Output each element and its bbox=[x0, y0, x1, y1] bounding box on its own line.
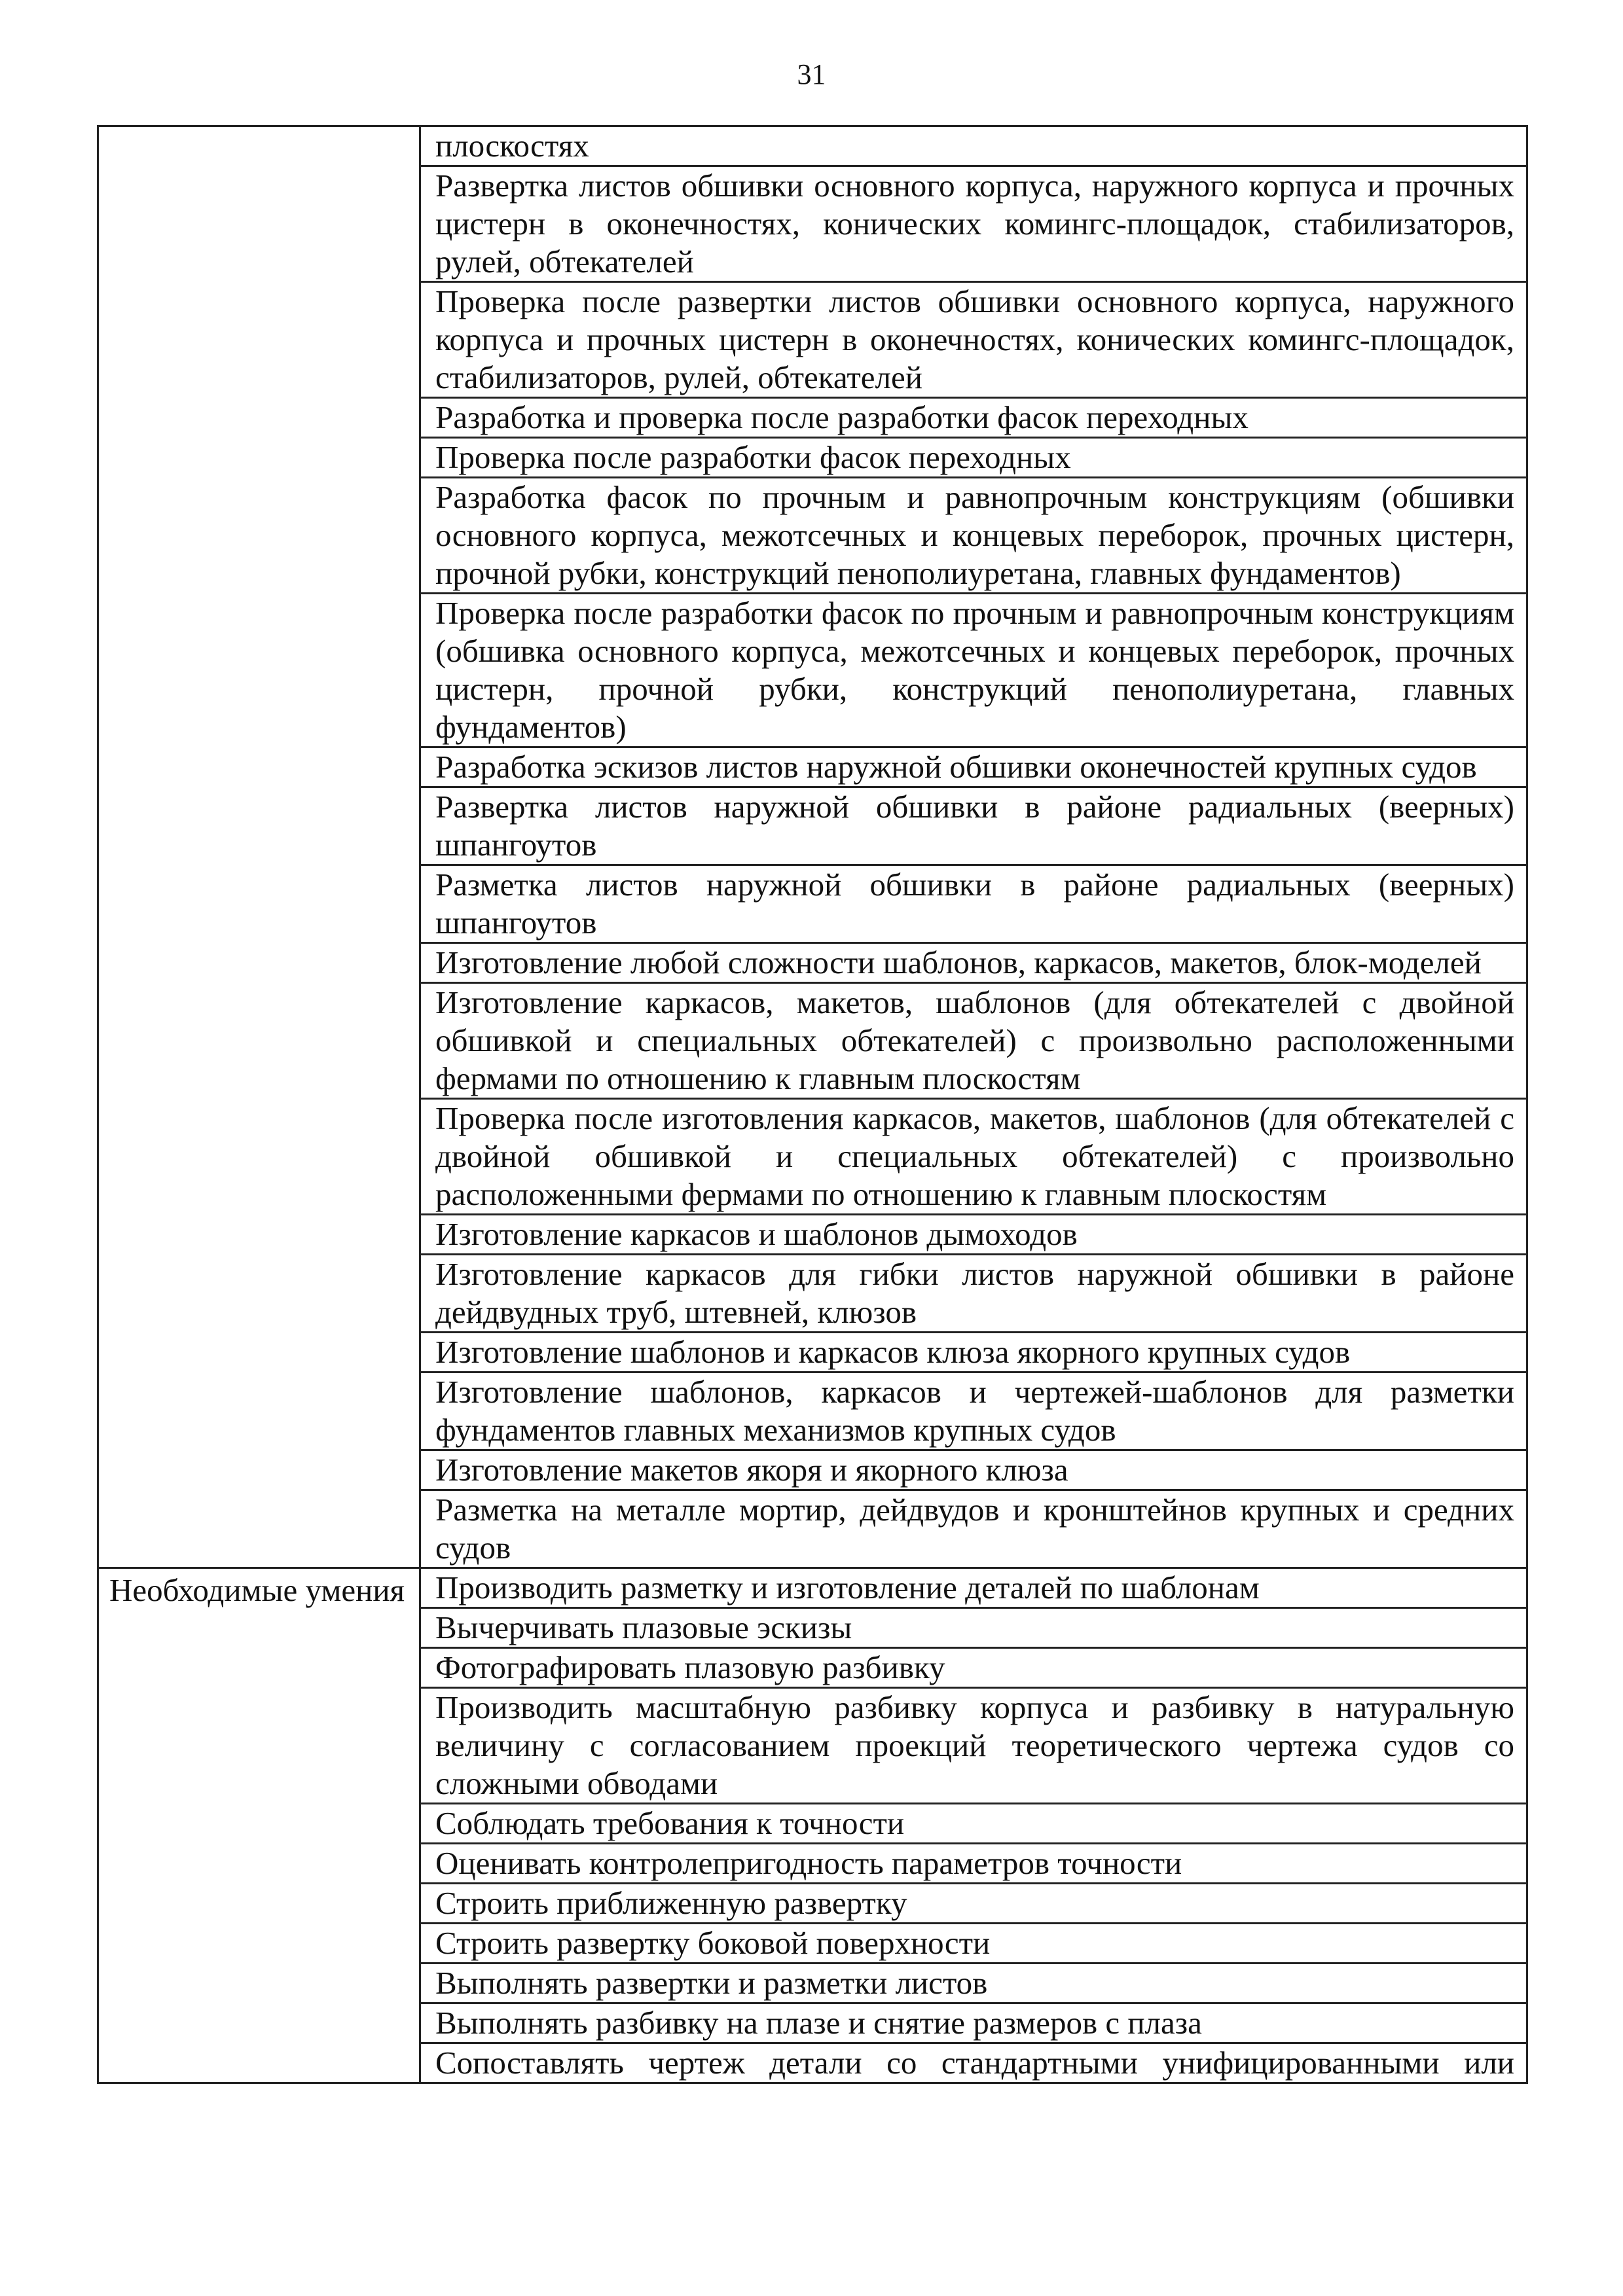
table-cell-item: Строить развертку боковой поверхности bbox=[420, 1924, 1527, 1964]
table-cell-item: Оценивать контролепригодность параметров точности bbox=[420, 1844, 1527, 1884]
table-cell-item: Фотографировать плазовую разбивку bbox=[420, 1648, 1527, 1688]
table-cell-item: Изготовление каркасов и шаблонов дымоходов bbox=[420, 1215, 1527, 1255]
page-number: 31 bbox=[797, 58, 826, 90]
table-cell-item: Изготовление каркасов, макетов, шаблонов (для обтекателей с двойной обшивкой и специальных обтекателей) с произвольно расположенными фермами по отношению к главным плоскостям bbox=[420, 983, 1527, 1099]
table-row bbox=[98, 126, 1527, 166]
table-cell-item: Строить приближенную развертку bbox=[420, 1884, 1527, 1924]
table-cell-item: Производить масштабную разбивку корпуса и разбивку в натуральную величину с согласованием проекций теоретического чертежа судов со сложными обводами bbox=[420, 1688, 1527, 1804]
table-cell-item bbox=[420, 2043, 1527, 2083]
item-text: Сопоставлять чертеж детали со стандартными унифицированными или bbox=[435, 2045, 1514, 2081]
table-cell-item: Развертка листов наружной обшивки в районе радиальных (веерных) шпангоутов bbox=[420, 787, 1527, 865]
table-cell-item: Проверка после развертки листов обшивки основного корпуса, наружного корпуса и прочных цистерн в оконечностях, конических комингс-площадок, стабилизаторов, рулей, обтекателей bbox=[420, 282, 1527, 398]
table-cell-item: Разметка листов наружной обшивки в районе радиальных (веерных) шпангоутов bbox=[420, 865, 1527, 943]
table-cell-item: Разработка эскизов листов наружной обшивки оконечностей крупных судов bbox=[420, 747, 1527, 787]
table-cell-item: Проверка после разработки фасок по прочным и равнопрочным конструкциям (обшивка основного корпуса, межотсечных и концевых переборок, прочных цистерн, прочной рубки, конструкций пенополиуретана, главных фундаментов) bbox=[420, 594, 1527, 747]
table-row bbox=[98, 1568, 1527, 1608]
table-cell-item: Производить разметку и изготовление деталей по шаблонам bbox=[420, 1568, 1527, 1608]
table-cell-item: Соблюдать требования к точности bbox=[420, 1804, 1527, 1844]
table-cell-item: Разметка на металле мортир, дейдвудов и кронштейнов крупных и средних судов bbox=[420, 1490, 1527, 1568]
section-label bbox=[98, 126, 420, 1568]
table-cell-item: Изготовление макетов якоря и якорного клюза bbox=[420, 1450, 1527, 1490]
table-cell-item: Разработка фасок по прочным и равнопрочным конструкциям (обшивки основного корпуса, межотсечных и концевых переборок, прочных цистерн, прочной рубки, конструкций пенополиуретана, главных фундаментов) bbox=[420, 478, 1527, 594]
table-cell-item: Изготовление любой сложности шаблонов, каркасов, макетов, блок-моделей bbox=[420, 943, 1527, 983]
table-cell-item: Изготовление шаблонов, каркасов и чертежей-шаблонов для разметки фундаментов главных механизмов крупных судов bbox=[420, 1372, 1527, 1450]
section-label: Необходимые умения bbox=[98, 1568, 420, 2083]
table-cell-item: Вычерчивать плазовые эскизы bbox=[420, 1608, 1527, 1648]
table-cell-item: Выполнять развертки и разметки листов bbox=[420, 1964, 1527, 2003]
table-cell-item: плоскостях bbox=[420, 126, 1527, 166]
table-cell-item: Проверка после изготовления каркасов, макетов, шаблонов (для обтекателей с двойной обшивкой и специальных обтекателей) с произвольно расположенными фермами по отношению к главным плоскостям bbox=[420, 1099, 1527, 1215]
table-cell-item: Разработка и проверка после разработки фасок переходных bbox=[420, 398, 1527, 438]
table-cell-item: Выполнять разбивку на плазе и снятие размеров с плаза bbox=[420, 2003, 1527, 2043]
table-cell-item: Проверка после разработки фасок переходных bbox=[420, 438, 1527, 478]
table-cell-item: Развертка листов обшивки основного корпуса, наружного корпуса и прочных цистерн в оконечностях, конических комингс-площадок, стабилизаторов, рулей, обтекателей bbox=[420, 166, 1527, 282]
table-cell-item: Изготовление шаблонов и каркасов клюза якорного крупных судов bbox=[420, 1333, 1527, 1372]
qualification-table bbox=[97, 125, 1528, 2084]
table-cell-item: Изготовление каркасов для гибки листов наружной обшивки в районе дейдвудных труб, штевней, клюзов bbox=[420, 1255, 1527, 1333]
